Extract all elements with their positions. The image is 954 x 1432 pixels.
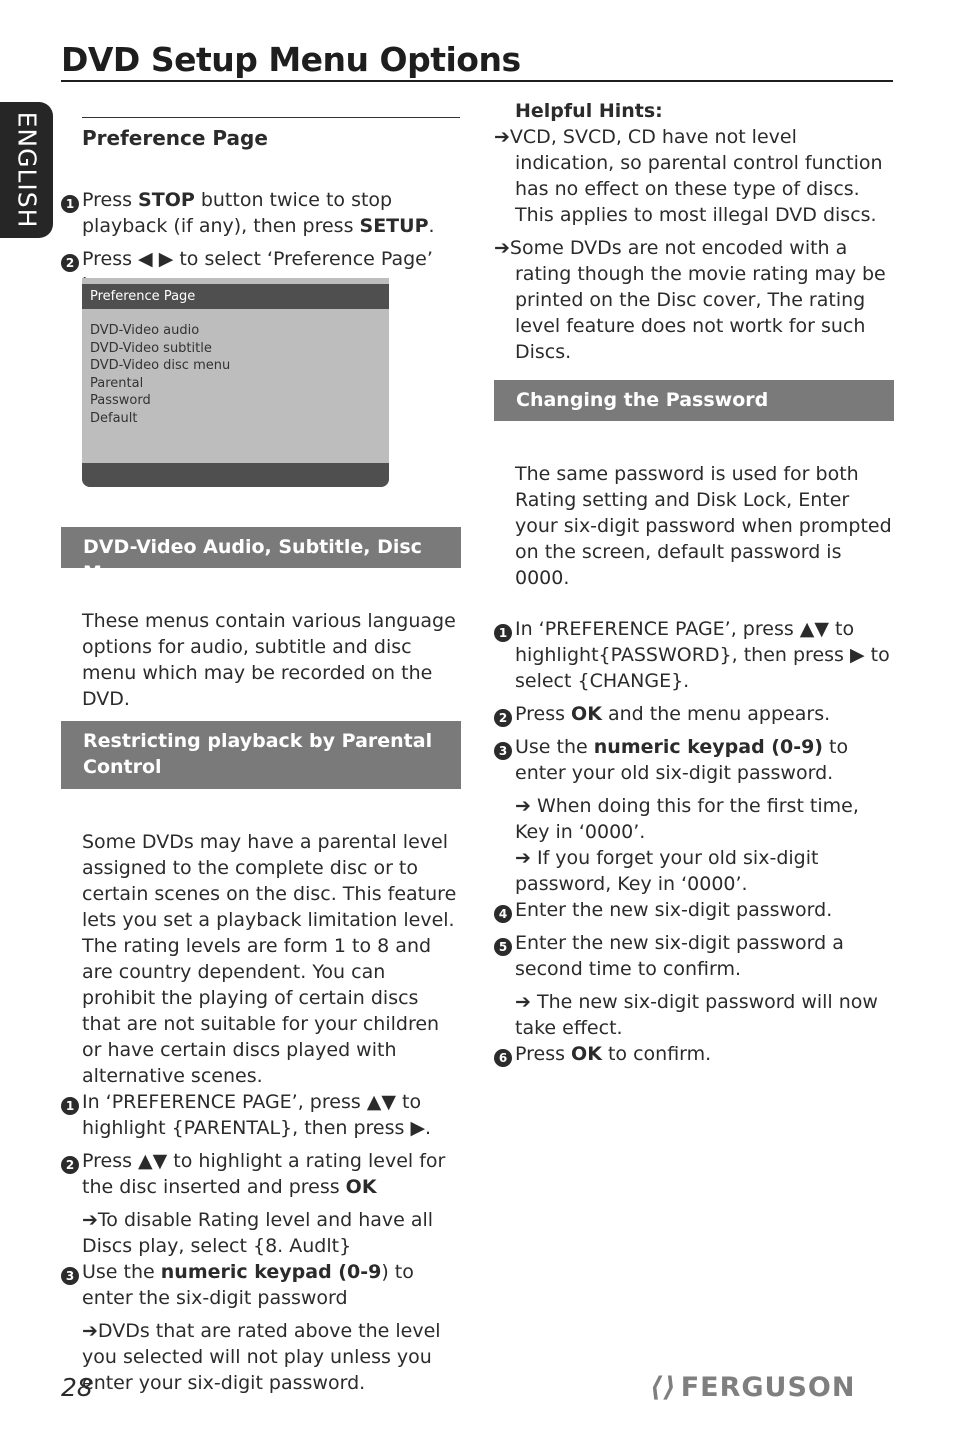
title-divider: [61, 80, 893, 82]
brand-name: FERGUSON: [680, 1372, 856, 1403]
step-number-icon: 1: [494, 624, 512, 642]
screen-menu-item: Parental: [90, 375, 144, 391]
parental-step-1: 1 In ‘PREFERENCE PAGE’, press ▲▼ to highlight {PARENTAL}, then press ▶.: [61, 1089, 461, 1141]
parental-step-2: 2 Press ▲▼ to highlight a rating level for the disc inserted and press OK: [61, 1148, 461, 1200]
screen-menu-item: DVD-Video audio: [90, 323, 200, 338]
section-divider: [82, 117, 460, 118]
audio-subtitle-text: These menus contain various language options for audio, subtitle and disc menu which may be recorded on the DVD.: [82, 610, 456, 710]
language-tab: [0, 102, 53, 238]
screen-menu-item: DVD-Video subtitle: [90, 340, 212, 356]
screen-header: Preference Page: [82, 284, 389, 309]
password-step-1: 1 In ‘PREFERENCE PAGE’, press ▲▼ to highlight{PASSWORD}, then press ▶ to select {CHANGE}.: [494, 616, 894, 694]
language-label: ENGLISH: [12, 111, 41, 229]
password-block: [494, 461, 894, 1067]
step-number-icon: 1: [61, 195, 79, 213]
parental-text: Some DVDs may have a parental level assigned to the complete disc or to certain scenes on the disc. This feature lets you set a playback limitation level. The rating levels are form 1 to 8 and are country dependent. You can prohibit the playing of certain discs that are not suitable for your children or have certain discs played with alternative scenes.: [82, 831, 457, 1087]
preference-menu-screen: [82, 278, 389, 487]
step-number-icon: 4: [494, 905, 512, 923]
password-step-4: 4 Enter the new six-digit password.: [494, 897, 894, 923]
page-title: DVD Setup Menu Options: [61, 40, 521, 79]
parental-note-1: ➔To disable Rating level and have all Discs play, select {8. Audlt}: [82, 1209, 434, 1257]
screen-menu-item: Password: [90, 393, 151, 408]
ferguson-logo-icon: ⟨⟩: [650, 1372, 677, 1403]
section-bar-audio-subtitle: DVD-Video Audio, Subtitle, Disc Menu: [61, 527, 461, 568]
screen-menu-item: Default: [90, 410, 138, 426]
step-number-icon: 3: [61, 1267, 79, 1285]
password-step-2: 2 Press OK and the menu appears.: [494, 701, 894, 727]
hints-heading: Helpful Hints:: [515, 100, 663, 122]
screen-menu-item: DVD-Video disc menu: [90, 358, 231, 373]
password-note-1: ➔ When doing this for the first time, Key in ‘0000’.: [515, 795, 859, 843]
helpful-hints-block: [494, 98, 894, 365]
parental-note-2: ➔DVDs that are rated above the level you selected will not play unless you enter your six-digit password.: [82, 1320, 441, 1394]
password-step-6: 6 Press OK to confirm.: [494, 1041, 894, 1067]
step-number-icon: 1: [61, 1097, 79, 1115]
screen-footer: [82, 463, 389, 487]
preference-heading: Preference Page: [82, 126, 268, 150]
hint-1: ➔VCD, SVCD, CD have not level indication, so parental control function has no effect on these type of discs. This applies to most illegal DVD discs.: [494, 126, 883, 226]
step-number-icon: 5: [494, 938, 512, 956]
step-number-icon: 3: [494, 742, 512, 760]
screen-menu-list: [90, 322, 230, 427]
pref-step-1: 1 Press STOP button twice to stop playback (if any), then press SETUP.: [61, 187, 461, 239]
pref-step-2: 2 Press ◀ ▶ to select ‘Preference Page’: [61, 246, 461, 298]
step-number-icon: 6: [494, 1049, 512, 1067]
password-text: The same password is used for both Rating setting and Disk Lock, Enter your six-digit password when prompted on the screen, default password is 0000.: [515, 463, 892, 589]
preference-heading-block: [61, 125, 461, 151]
password-note-2: ➔ If you forget your old six-digit password, Key in ‘0000’.: [515, 847, 819, 895]
step-number-icon: 2: [61, 254, 79, 272]
password-step-3: 3 Use the numeric keypad (0-9) to enter your old six-digit password.: [494, 734, 894, 786]
brand-logo: [650, 1372, 855, 1403]
parental-block: [61, 829, 461, 1396]
step-number-icon: 2: [494, 709, 512, 727]
page-number: 28: [61, 1373, 93, 1402]
hint-2: ➔Some DVDs are not encoded with a rating though the movie rating may be printed on the Disc cover, The rating level feature does not wortk for such Discs.: [494, 237, 886, 363]
section-bar-password: Changing the Password: [494, 380, 894, 421]
parental-step-3: 3 Use the numeric keypad (0-9) to enter the six-digit password: [61, 1259, 461, 1311]
password-note-3: ➔ The new six-digit password will now take effect.: [515, 991, 878, 1039]
section-bar-parental: Restricting playback by Parental Control: [61, 721, 461, 789]
password-step-5: 5 Enter the new six-digit password a second time to confirm.: [494, 930, 894, 982]
audio-subtitle-text-block: [61, 608, 461, 712]
step-number-icon: 2: [61, 1156, 79, 1174]
